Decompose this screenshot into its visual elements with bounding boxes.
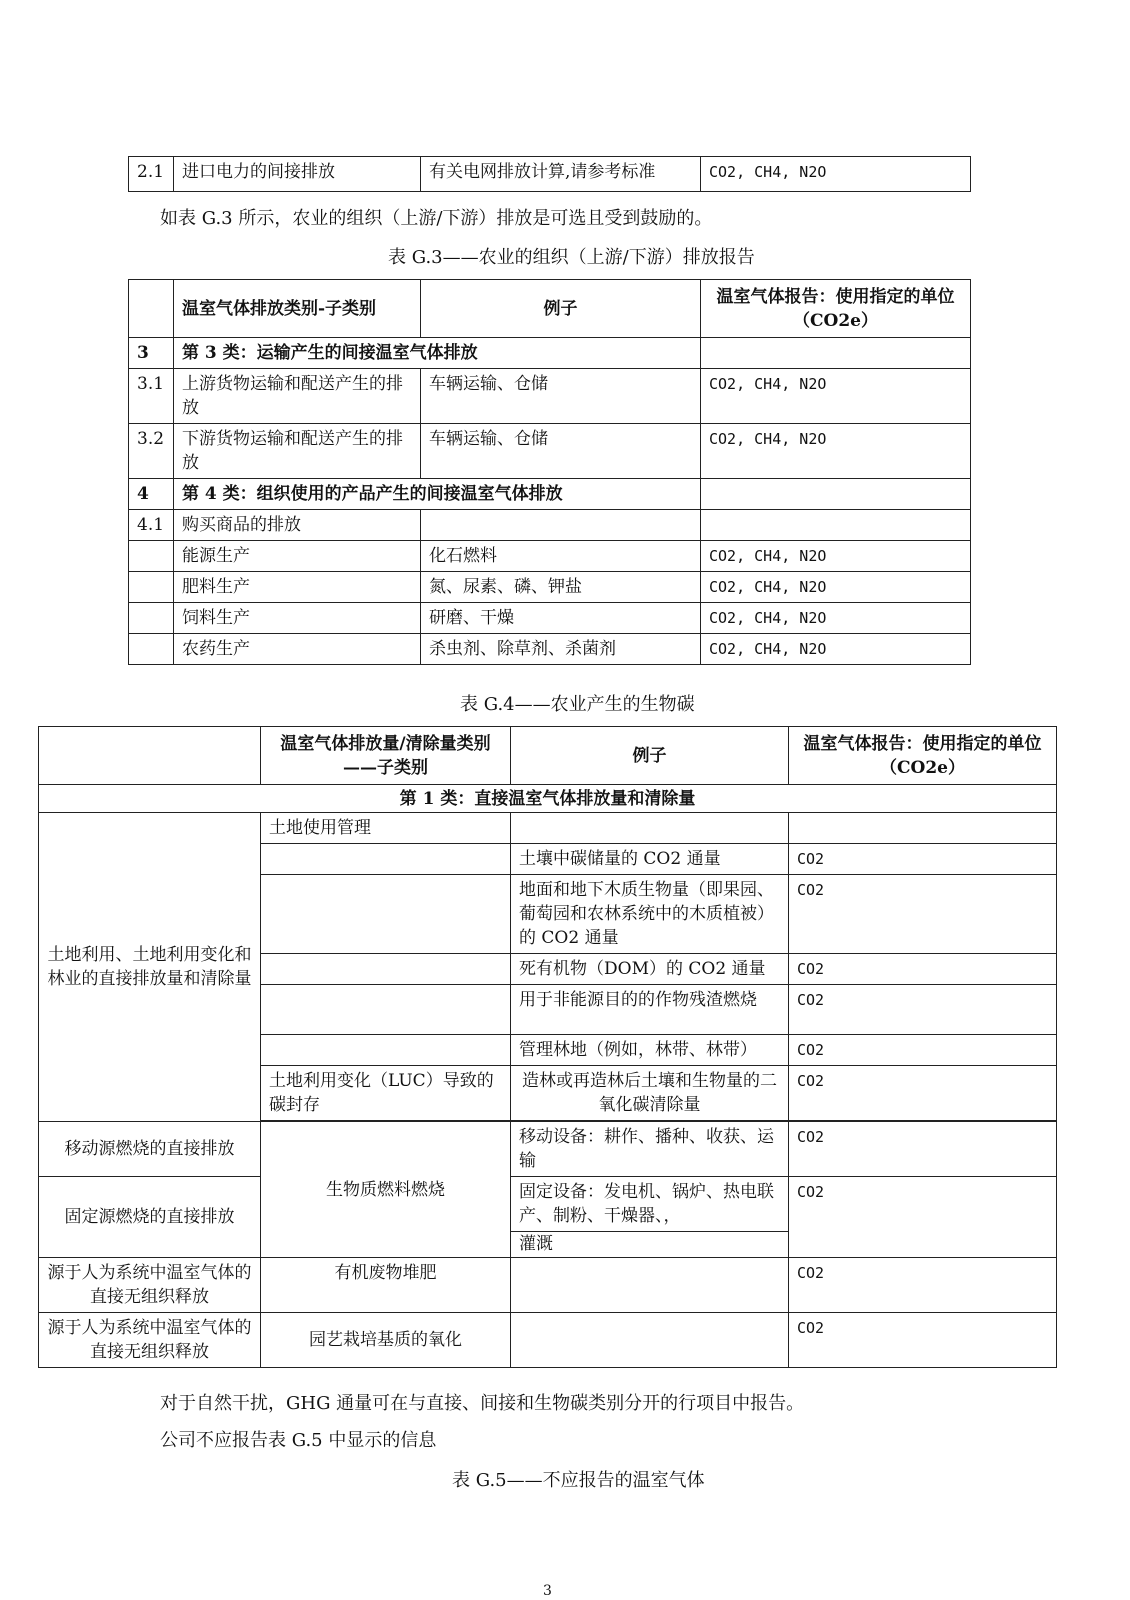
row-gases: CO2, CH4, N2O <box>701 424 971 479</box>
table-row <box>39 785 1057 813</box>
table-row <box>129 572 971 603</box>
row-category: 土地使用管理 <box>261 813 511 844</box>
row-example: 车辆运输、仓储 <box>421 424 701 479</box>
table-header-row <box>39 727 1057 785</box>
table-row <box>129 338 971 369</box>
row-id: 4.1 <box>129 510 174 541</box>
header-unit: 温室气体报告：使用指定的单位（CO2e） <box>789 727 1057 785</box>
table-row <box>129 424 971 479</box>
row-category: 能源生产 <box>174 541 421 572</box>
table-g4-caption: 表 G.4——农业产生的生物碳 <box>460 694 695 715</box>
row-example: 灌溉 <box>511 1232 789 1258</box>
table-row <box>129 369 971 424</box>
row-gases: CO2 <box>789 1035 1057 1066</box>
table-row <box>39 1177 1057 1232</box>
header-category: 温室气体排放量/清除量类别——子类别 <box>261 727 511 785</box>
paragraph-g3-intro: 如表 G.3 所示，农业的组织（上游/下游）排放是可选且受到鼓励的。 <box>160 208 713 229</box>
row-example: 氮、尿素、磷、钾盐 <box>421 572 701 603</box>
row-category: 农药生产 <box>174 634 421 665</box>
row-category: 饲料生产 <box>174 603 421 634</box>
table-row <box>39 1122 1057 1177</box>
row-example: 死有机物（DOM）的 CO2 通量 <box>511 954 789 985</box>
row-id: 2.1 <box>129 157 174 192</box>
table-row <box>39 1313 1057 1368</box>
table-row <box>39 813 1057 844</box>
table-row <box>129 634 971 665</box>
group-stationary: 固定源燃烧的直接排放 <box>39 1177 261 1258</box>
row-id: 4 <box>129 479 174 510</box>
row-gases: CO2, CH4, N2O <box>701 603 971 634</box>
group-fugitive: 源于人为系统中温室气体的直接无组织释放 <box>39 1258 261 1313</box>
row-category: 上游货物运输和配送产生的排放 <box>174 369 421 424</box>
table-g5-caption: 表 G.5——不应报告的温室气体 <box>452 1470 705 1491</box>
row-category: 进口电力的间接排放 <box>174 157 421 192</box>
row-category: 第 4 类：组织使用的产品产生的间接温室气体排放 <box>174 479 701 510</box>
group-lulucf: 土地利用、土地利用变化和林业的直接排放量和清除量 <box>39 813 261 1122</box>
row-gases: CO2 <box>789 1066 1057 1121</box>
header-unit: 温室气体报告：使用指定的单位（CO2e） <box>701 280 971 338</box>
row-gases: CO2 <box>789 954 1057 985</box>
paragraph-g5-intro: 公司不应报告表 G.5 中显示的信息 <box>160 1430 437 1451</box>
table-header-row <box>129 280 971 338</box>
row-gases: CO2 <box>789 1122 1057 1177</box>
row-gases: CO2 <box>789 1258 1057 1313</box>
row-example: 杀虫剂、除草剂、杀菌剂 <box>421 634 701 665</box>
table-g4 <box>38 726 1057 1368</box>
page-number: 3 <box>543 1583 552 1599</box>
paragraph-natural-disturbance: 对于自然干扰，GHG 通量可在与直接、间接和生物碳类别分开的行项目中报告。 <box>160 1393 805 1414</box>
table-row <box>129 541 971 572</box>
row-gases: CO2, CH4, N2O <box>701 157 971 192</box>
row-example: 固定设备：发电机、锅炉、热电联产、制粉、干燥器、， <box>511 1177 789 1232</box>
table-g2-tail <box>128 156 971 192</box>
table-g3 <box>128 279 971 665</box>
row-example: 有关电网排放计算,请参考标准 <box>421 157 701 192</box>
table-row <box>129 479 971 510</box>
row-category: 第 3 类：运输产生的间接温室气体排放 <box>174 338 701 369</box>
row-category: 有机废物堆肥 <box>261 1258 511 1313</box>
row-id: 3.2 <box>129 424 174 479</box>
row-category: 肥料生产 <box>174 572 421 603</box>
row-gases: CO2, CH4, N2O <box>701 634 971 665</box>
row-example: 造林或再造林后土壤和生物量的二氧化碳清除量 <box>511 1066 789 1121</box>
header-example: 例子 <box>511 727 789 785</box>
row-example: 用于非能源目的的作物残渣燃烧 <box>511 985 789 1035</box>
row-gases: CO2, CH4, N2O <box>701 572 971 603</box>
row-gases: CO2 <box>789 1177 1057 1258</box>
row-category: 购买商品的排放 <box>174 510 421 541</box>
table-row <box>39 1258 1057 1313</box>
row-category: 生物质燃料燃烧 <box>261 1122 511 1258</box>
row-category: 土地利用变化（LUC）导致的碳封存 <box>261 1066 511 1121</box>
row-gases: CO2, CH4, N2O <box>701 541 971 572</box>
row-category: 园艺栽培基质的氧化 <box>261 1313 511 1368</box>
table-g3-caption: 表 G.3——农业的组织（上游/下游）排放报告 <box>388 247 755 268</box>
row-example: 移动设备：耕作、播种、收获、运输 <box>511 1122 789 1177</box>
row-category: 下游货物运输和配送产生的排放 <box>174 424 421 479</box>
table-row <box>129 603 971 634</box>
row-gases: CO2 <box>789 844 1057 875</box>
category-1-heading: 第 1 类：直接温室气体排放量和清除量 <box>39 785 1057 813</box>
group-mobile: 移动源燃烧的直接排放 <box>39 1122 261 1177</box>
row-gases: CO2 <box>789 1313 1057 1368</box>
row-example: 研磨、干燥 <box>421 603 701 634</box>
row-id: 3.1 <box>129 369 174 424</box>
header-example: 例子 <box>421 280 701 338</box>
row-id: 3 <box>129 338 174 369</box>
table-row <box>129 510 971 541</box>
row-example: 管理林地（例如，林带、林带） <box>511 1035 789 1066</box>
row-example: 化石燃料 <box>421 541 701 572</box>
table-row <box>129 157 971 192</box>
group-fugitive: 源于人为系统中温室气体的直接无组织释放 <box>39 1313 261 1368</box>
header-category: 温室气体排放类别-子类别 <box>174 280 421 338</box>
row-gases: CO2 <box>789 875 1057 954</box>
row-example: 地面和地下木质生物量（即果园、葡萄园和农林系统中的木质植被）的 CO2 通量 <box>511 875 789 954</box>
row-example: 车辆运输、仓储 <box>421 369 701 424</box>
row-gases: CO2, CH4, N2O <box>701 369 971 424</box>
row-gases: CO2 <box>789 985 1057 1035</box>
row-example: 土壤中碳储量的 CO2 通量 <box>511 844 789 875</box>
